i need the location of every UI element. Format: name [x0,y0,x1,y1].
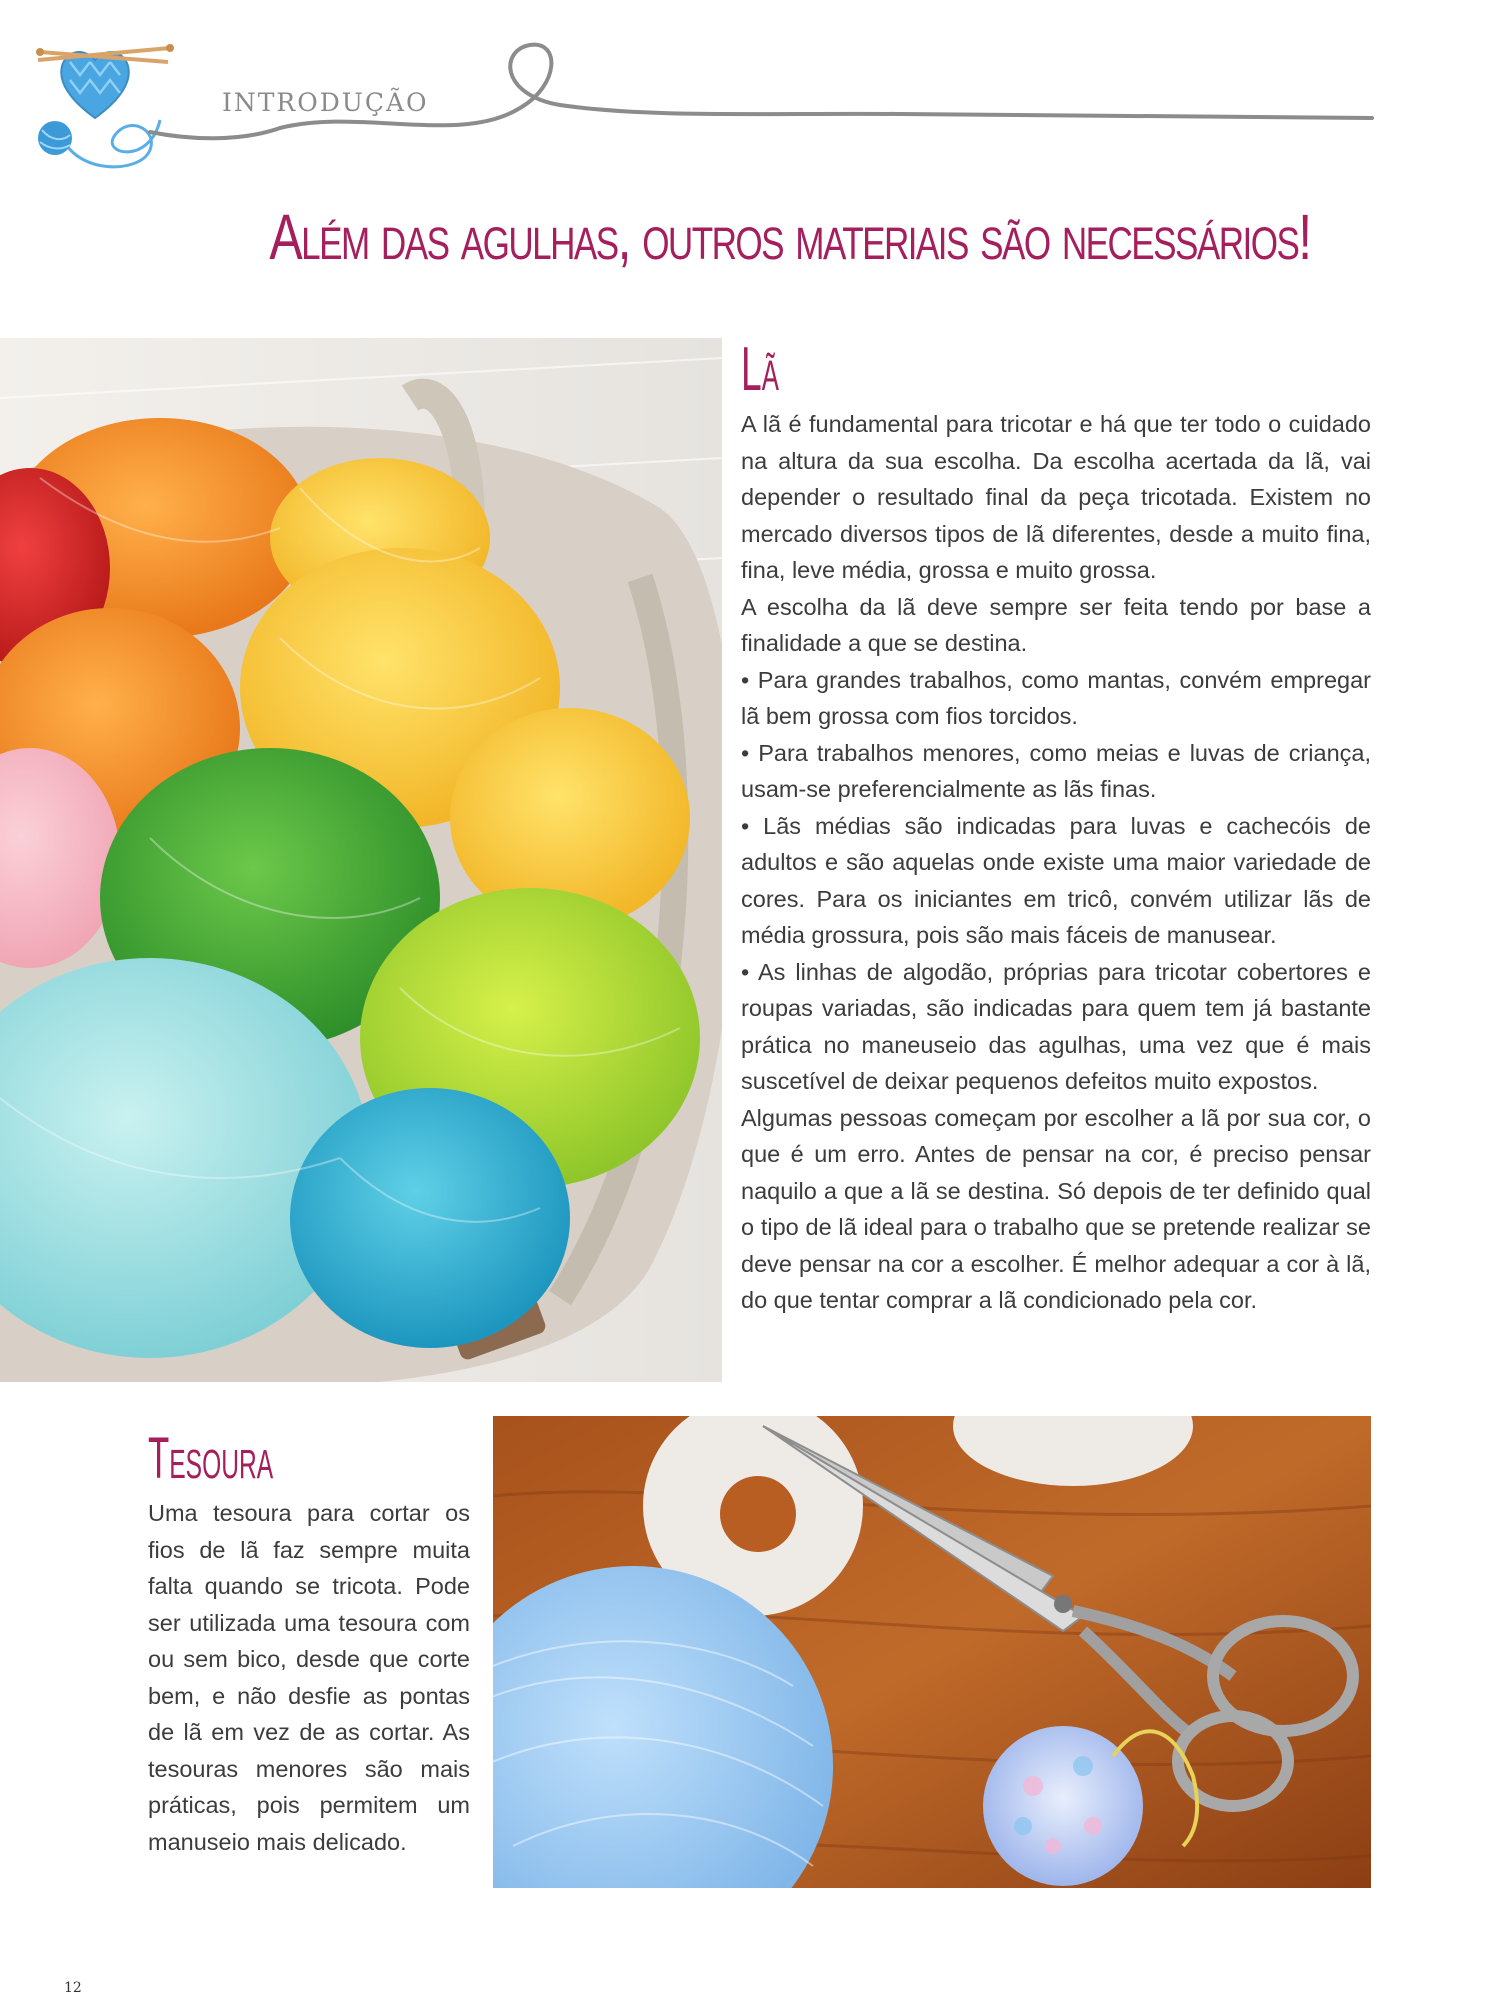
la-paragraph: A escolha da lã deve sempre ser feita tendo por base a finalidade a que se destina. [741,593,1371,656]
tesoura-paragraph: Uma tesoura para cortar os fios de lã faz sempre muita falta quando se tricota. Pode ser utilizada uma tesoura com ou sem bico, desde que corte bem, e não desfie as pontas de lã em vez de as cortar. As tesouras menores são mais práticas, pois permitem um manuseio mais delicado. [148,1500,470,1855]
page-number: 12 [64,1980,82,1996]
section-label: INTRODUÇÃO [222,88,429,117]
la-bullet: • Lãs médias são indicadas para luvas e cachecóis de adultos e são aquelas onde existe uma maior variedade de cores. Para os iniciantes em tricô, convém utilizar lãs de média grossura, pois são mais fáceis de manusear. [741,812,1371,948]
section-heading-tesoura: Tesoura [148,1426,274,1491]
la-paragraph: A lã é fundamental para tricotar e há que ter todo o cuidado na altura da sua escolha. Da escolha acertada da lã, vai depender o resultado final da peça tricotada. Existem no mercado diversos tipos de lã diferentes, desde a muito fina, fina, leve média, grossa e muito grossa. [741,411,1371,583]
page-title: Além das agulhas, outros materiais são necessários! [269,201,1311,273]
knitting-heart-logo-icon [36,44,174,167]
scissors-yarn-photo [493,1416,1371,1888]
section-heading-la: Lã [741,335,779,404]
la-bullet: • Para trabalhos menores, como meias e luvas de criança, usam-se preferencialmente as lãs finas. [741,739,1371,802]
la-bullet: • As linhas de algodão, próprias para tricotar cobertores e roupas variadas, são indicadas para quem tem já bastante prática no maneuseio das agulhas, uma vez que é mais suscetível de deixar pequenos defeitos muito expostos. [741,958,1371,1094]
yarn-basket-photo [0,338,722,1382]
tesoura-body-text [148,1495,470,1860]
la-body-text [741,406,1371,1319]
la-paragraph: Algumas pessoas começam por escolher a lã por sua cor, o que é um erro. Antes de pensar na cor, é preciso pensar naquilo a que a lã se destina. Só depois de ter definido qual o tipo de lã ideal para o trabalho que se pretende realizar se deve pensar na cor a escolher. É melhor adequar a cor à lã, do que tentar comprar a lã condicionado pela cor. [741,1104,1371,1313]
la-bullet: • Para grandes trabalhos, como mantas, convém empregar lã bem grossa com fios torcidos. [741,666,1371,729]
